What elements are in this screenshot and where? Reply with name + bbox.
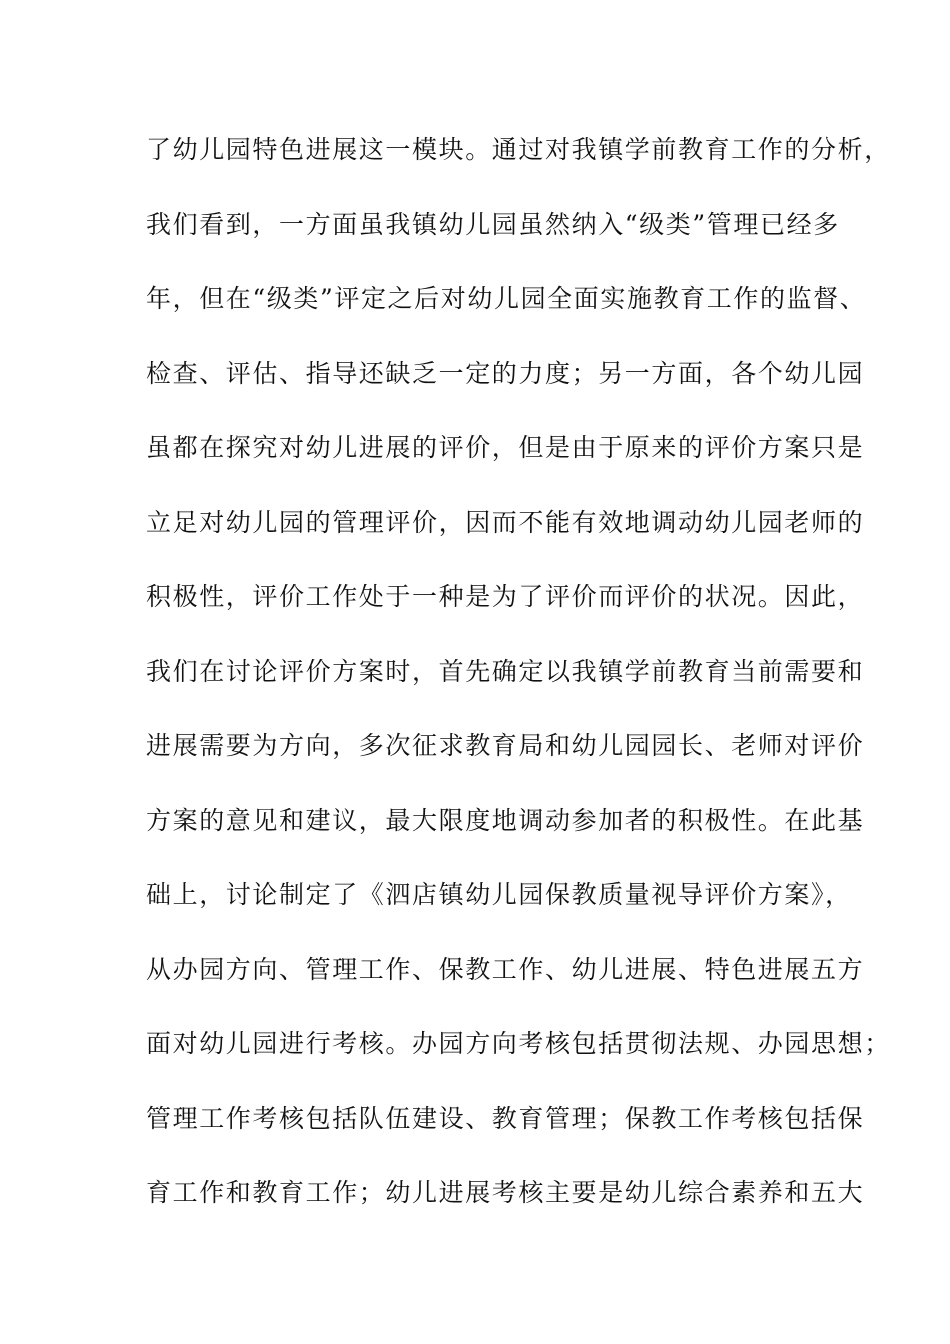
text-line: 进展需要为方向，多次征求教育局和幼儿园园长、老师对评价 (146, 731, 865, 760)
text-line: 积极性，评价工作处于一种是为了评价而评价的状况。因此， (146, 582, 865, 611)
text-line: 检查、评估、指导还缺乏一定的力度；另一方面，各个幼儿园 (146, 358, 865, 388)
text-line: 础上，讨论制定了《泗店镇幼儿园保教质量视导评价方案》， (146, 880, 852, 909)
text-line: 年，但在“级类”评定之后对幼儿园全面实施教育工作的监督、 (146, 284, 867, 313)
text-line: 管理工作考核包括队伍建设、教育管理；保教工作考核包括保 (146, 1103, 865, 1133)
text-line: 面对幼儿园进行考核。办园方向考核包括贯彻法规、办园思想； (146, 1029, 891, 1058)
text-line: 从办园方向、管理工作、保教工作、幼儿进展、特色进展五方 (146, 954, 865, 984)
text-line: 育工作和教育工作；幼儿进展考核主要是幼儿综合素养和五大 (146, 1178, 865, 1207)
text-line: 了幼儿园特色进展这一模块。通过对我镇学前教育工作的分析， (146, 135, 891, 164)
body-text (146, 128, 891, 1246)
text-line: 我们在讨论评价方案时，首先确定以我镇学前教育当前需要和 (146, 656, 865, 686)
text-line: 虽都在探究对幼儿进展的评价，但是由于原来的评价方案只是 (146, 433, 865, 462)
text-line: 我们看到，一方面虽我镇幼儿园虽然纳入“级类”管理已经多 (146, 209, 840, 239)
text-line: 立足对幼儿园的管理评价，因而不能有效地调动幼儿园老师的 (146, 507, 865, 537)
text-line: 方案的意见和建议，最大限度地调动参加者的积极性。在此基 (146, 805, 865, 835)
